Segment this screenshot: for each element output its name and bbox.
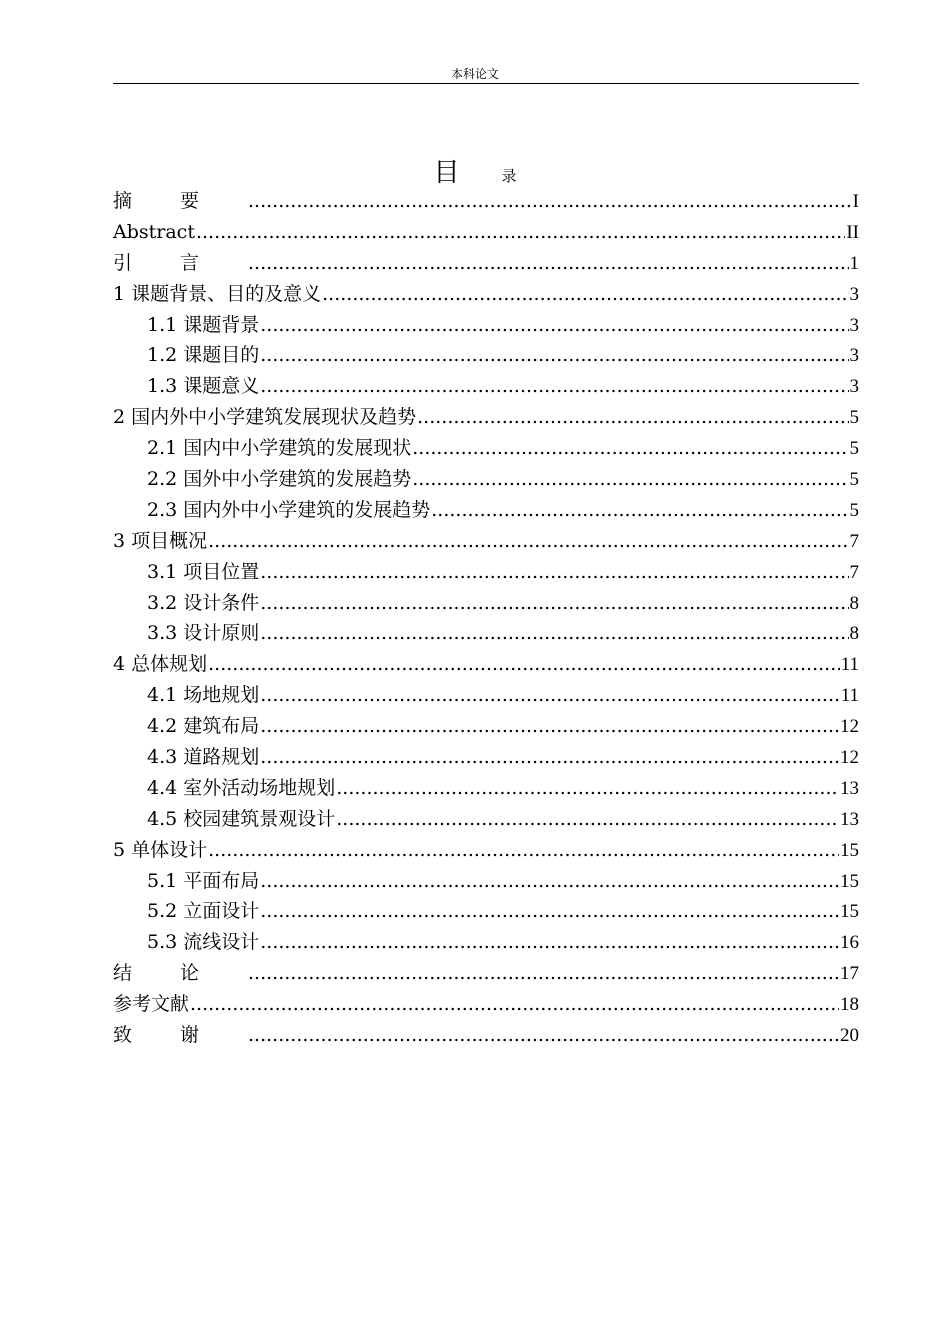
toc-entry-page: 5: [849, 438, 859, 460]
toc-entry[interactable]: [113, 186, 859, 217]
toc-entry-page: 8: [849, 592, 859, 614]
toc-entry[interactable]: [113, 557, 859, 588]
toc-entry[interactable]: [113, 495, 859, 526]
toc-entry-label: 参考文献: [113, 993, 190, 1016]
toc-entry-page: 12: [840, 716, 859, 738]
toc-entry[interactable]: [113, 618, 859, 649]
toc-entry-page: 3: [849, 283, 859, 305]
toc-entry-label: 5.3 流线设计: [147, 931, 260, 954]
toc-leader-dots: [260, 371, 848, 402]
toc-entry-page: 5: [849, 499, 859, 521]
toc-leader-dots: [412, 433, 848, 464]
toc-entry-label: 4.4 室外活动场地规划: [147, 776, 336, 799]
toc-entry[interactable]: [113, 310, 859, 341]
toc-title-sub: 录: [501, 167, 517, 185]
toc-entry-page: 16: [840, 932, 859, 954]
toc-entry-label: 4.2 建筑布局: [147, 715, 260, 738]
toc-entry-page: 15: [840, 839, 859, 861]
toc-entry-page: 15: [840, 870, 859, 892]
toc-title: [0, 152, 950, 189]
toc-entry-label: 4.1 场地规划: [147, 684, 260, 707]
toc-entry[interactable]: [113, 896, 859, 927]
toc-entry-page: 15: [840, 901, 859, 923]
toc-entry-page: 13: [840, 808, 859, 830]
toc-entry-page: 12: [840, 747, 859, 769]
toc-entry-page: 11: [840, 685, 859, 707]
toc-entry-label: 致谢: [113, 1024, 248, 1047]
toc-entry[interactable]: [113, 649, 859, 680]
toc-entry-label: 摘要: [113, 190, 248, 212]
toc-entry-page: 13: [840, 777, 859, 799]
toc-entry[interactable]: [113, 958, 859, 989]
toc-entry-page: 20: [840, 1025, 859, 1047]
toc-leader-dots: [431, 495, 848, 526]
toc-leader-dots: [260, 711, 839, 742]
toc-entry-label: 3.2 设计条件: [147, 591, 260, 614]
toc-leader-dots: [260, 310, 848, 341]
toc-leader-dots: [336, 804, 839, 835]
toc-entry[interactable]: [113, 680, 859, 711]
toc-entry[interactable]: [113, 989, 859, 1020]
toc-entry[interactable]: [113, 340, 859, 371]
toc-entry[interactable]: [113, 1020, 859, 1051]
toc-entry-page: 3: [849, 345, 859, 367]
toc-entry[interactable]: [113, 866, 859, 897]
toc-entry-label: 2.3 国内外中小学建筑的发展趋势: [147, 498, 431, 521]
toc-entry-label: 结论: [113, 962, 248, 985]
toc-entry-label: 3 项目概况: [113, 529, 208, 552]
toc-entry[interactable]: [113, 217, 859, 248]
toc-leader-dots: [417, 402, 848, 433]
table-of-contents: [113, 186, 859, 1051]
toc-leader-dots: [322, 279, 848, 310]
toc-entry[interactable]: [113, 711, 859, 742]
toc-leader-dots: [248, 248, 848, 279]
toc-leader-dots: [260, 927, 839, 958]
toc-leader-dots: [260, 866, 839, 897]
toc-entry-page: 3: [849, 376, 859, 398]
toc-leader-dots: [260, 896, 839, 927]
toc-leader-dots: [336, 773, 839, 804]
toc-entry[interactable]: [113, 433, 859, 464]
toc-entry[interactable]: [113, 773, 859, 804]
toc-entry[interactable]: [113, 248, 859, 279]
toc-leader-dots: [260, 340, 848, 371]
toc-entry-label: 4.3 道路规划: [147, 746, 260, 769]
toc-entry-page: 7: [849, 530, 859, 552]
toc-entry-page: 18: [840, 994, 859, 1016]
toc-leader-dots: [208, 835, 839, 866]
toc-entry[interactable]: [113, 588, 859, 619]
toc-entry-label: 2.1 国内中小学建筑的发展现状: [147, 437, 412, 460]
toc-title-main: 目: [433, 158, 460, 188]
toc-entry-page: 11: [840, 654, 859, 676]
toc-entry-page: 5: [849, 407, 859, 429]
toc-entry[interactable]: [113, 371, 859, 402]
toc-entry-label: 5.1 平面布局: [147, 869, 260, 892]
toc-entry[interactable]: [113, 804, 859, 835]
toc-entry-page: I: [852, 191, 859, 212]
toc-leader-dots: [412, 464, 848, 495]
toc-entry-label: 1.1 课题背景: [147, 313, 260, 336]
toc-entry[interactable]: [113, 927, 859, 958]
toc-entry-label: Abstract: [113, 220, 195, 243]
toc-entry-label: 引言: [113, 251, 248, 274]
toc-leader-dots: [260, 618, 848, 649]
toc-leader-dots: [196, 217, 845, 248]
toc-entry-label: 3.3 设计原则: [147, 622, 260, 645]
toc-entry-label: 2.2 国外中小学建筑的发展趋势: [147, 468, 412, 491]
toc-entry-label: 3.1 项目位置: [147, 560, 260, 583]
toc-entry-page: 3: [849, 314, 859, 336]
toc-entry-page: 17: [840, 963, 859, 985]
toc-entry-label: 1 课题背景、目的及意义: [113, 282, 322, 305]
toc-entry-label: 5 单体设计: [113, 838, 208, 861]
toc-leader-dots: [190, 989, 839, 1020]
header-rule: [113, 83, 859, 84]
toc-entry-label: 5.2 立面设计: [147, 900, 260, 923]
toc-leader-dots: [208, 649, 840, 680]
toc-entry[interactable]: [113, 402, 859, 433]
toc-entry-label: 2 国内外中小学建筑发展现状及趋势: [113, 406, 417, 429]
running-header: 本科论文: [450, 67, 499, 81]
toc-entry[interactable]: [113, 742, 859, 773]
toc-leader-dots: [248, 1020, 839, 1051]
toc-entry-label: 1.2 课题目的: [147, 344, 260, 367]
toc-leader-dots: [208, 526, 848, 557]
toc-entry-label: 4 总体规划: [113, 653, 208, 676]
toc-leader-dots: [260, 680, 839, 711]
toc-leader-dots: [260, 742, 839, 773]
toc-entry-page: 8: [849, 623, 859, 645]
toc-entry-page: 5: [849, 469, 859, 491]
toc-entry-page: II: [846, 221, 859, 243]
toc-entry[interactable]: [113, 279, 859, 310]
toc-entry-page: 7: [849, 561, 859, 583]
toc-leader-dots: [248, 958, 839, 989]
toc-leader-dots: [248, 186, 852, 217]
toc-entry-page: 1: [849, 252, 859, 274]
toc-entry[interactable]: [113, 835, 859, 866]
toc-entry-label: 1.3 课题意义: [147, 375, 260, 398]
toc-leader-dots: [260, 588, 848, 619]
toc-entry[interactable]: [113, 526, 859, 557]
toc-entry-label: 4.5 校园建筑景观设计: [147, 807, 336, 830]
toc-entry[interactable]: [113, 464, 859, 495]
toc-leader-dots: [260, 557, 848, 588]
